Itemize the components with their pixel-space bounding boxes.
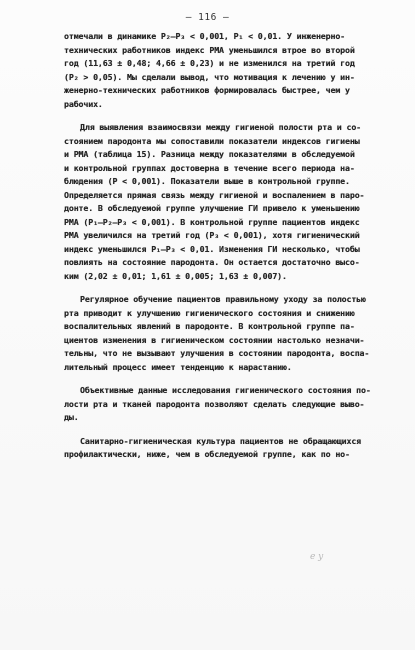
text-line: и РМА (таблица 15). Разница между показателями в обследуемой	[64, 149, 355, 159]
text-line: блюдения (P < 0,001). Показатели выше в контрольной группе.	[64, 176, 350, 186]
text-line: циентов изменения в гигиеническом состоянии настолько незначи-	[64, 334, 365, 345]
text-line: стоянием пародонта мы сопоставили показатели индексов гигиены	[64, 135, 360, 146]
text-line: и контрольной группах достоверна в течение всего периода на-	[64, 162, 355, 173]
paragraph-2	[64, 121, 382, 283]
paragraph-5	[64, 435, 382, 462]
text-line: Регулярное обучение пациентов правильному уходу за полостью	[80, 294, 366, 304]
text-line: РМА увеличился на третий год (P₃ < 0,001), хотя гигиенический	[64, 230, 360, 240]
text-line: профилактически, ниже, чем в обследуемой группе, как по но-	[64, 449, 350, 459]
text-line: год (11,63 ± 0,48; 4,66 ± 0,23) и не изменился на третий год	[64, 58, 355, 68]
text-line: ким (2,02 ± 0,01; 1,61 ± 0,005; 1,63 ± 0,007).	[64, 270, 287, 281]
paragraph-4	[64, 384, 382, 425]
text-line: донте. В обследуемой группе улучшение ГИ привело к уменьшению	[64, 203, 360, 213]
text-line: (P₂ > 0,05). Мы сделали вывод, что мотивация к лечению у ин-	[64, 71, 355, 82]
text-line: рабочих.	[64, 98, 103, 109]
text-line: технических работников индекс РМА уменьшился втрое во второй	[64, 44, 355, 55]
text-line: отмечали в динамике P₂–P₃ < 0,001, P₁ < 0,01. У инженерно-	[64, 31, 346, 41]
page-number: – 116 –	[185, 12, 230, 23]
text-line: Для выявления взаимосвязи между гигиеной полости рта и со-	[80, 122, 362, 132]
text-line: ды.	[64, 412, 79, 422]
paragraph-1	[64, 30, 382, 111]
text-line: тельны, что не вызывают улучшения в состоянии пародонта, воспа-	[64, 348, 370, 358]
text-line: рта приводит к улучшению гигиенического состояния и снижению	[64, 307, 355, 318]
body-text	[64, 30, 382, 472]
text-line: Определяется прямая связь между гигиеной и воспалением в паро-	[64, 189, 365, 200]
stray-mark: e y	[310, 552, 324, 562]
paragraph-3	[64, 293, 382, 374]
text-line: лости рта и тканей пародонта позволяют сделать следующие выво-	[64, 398, 365, 409]
text-line: Объективные данные исследования гигиенического состояния по-	[80, 385, 371, 395]
text-line: Санитарно-гигиеническая культура пациентов не обращающихся	[80, 435, 362, 446]
text-line: РМА (P₁–P₂–P₃ < 0,001). В контрольной группе пациентов индекс	[64, 216, 360, 227]
text-line: лительный процесс имеет тенденцию к нарастанию.	[64, 361, 292, 372]
text-line: женерно-технических работников формировалась быстрее, чем у	[64, 85, 350, 95]
text-line: воспалительных явлений в пародонте. В контрольной группе па-	[64, 321, 355, 331]
text-line: индекс уменьшился P₁–P₃ < 0,01. Изменения ГИ несколько, чтобы	[64, 243, 360, 254]
text-line: повлиять на состояние пародонта. Он остается достаточно высо-	[64, 257, 360, 267]
